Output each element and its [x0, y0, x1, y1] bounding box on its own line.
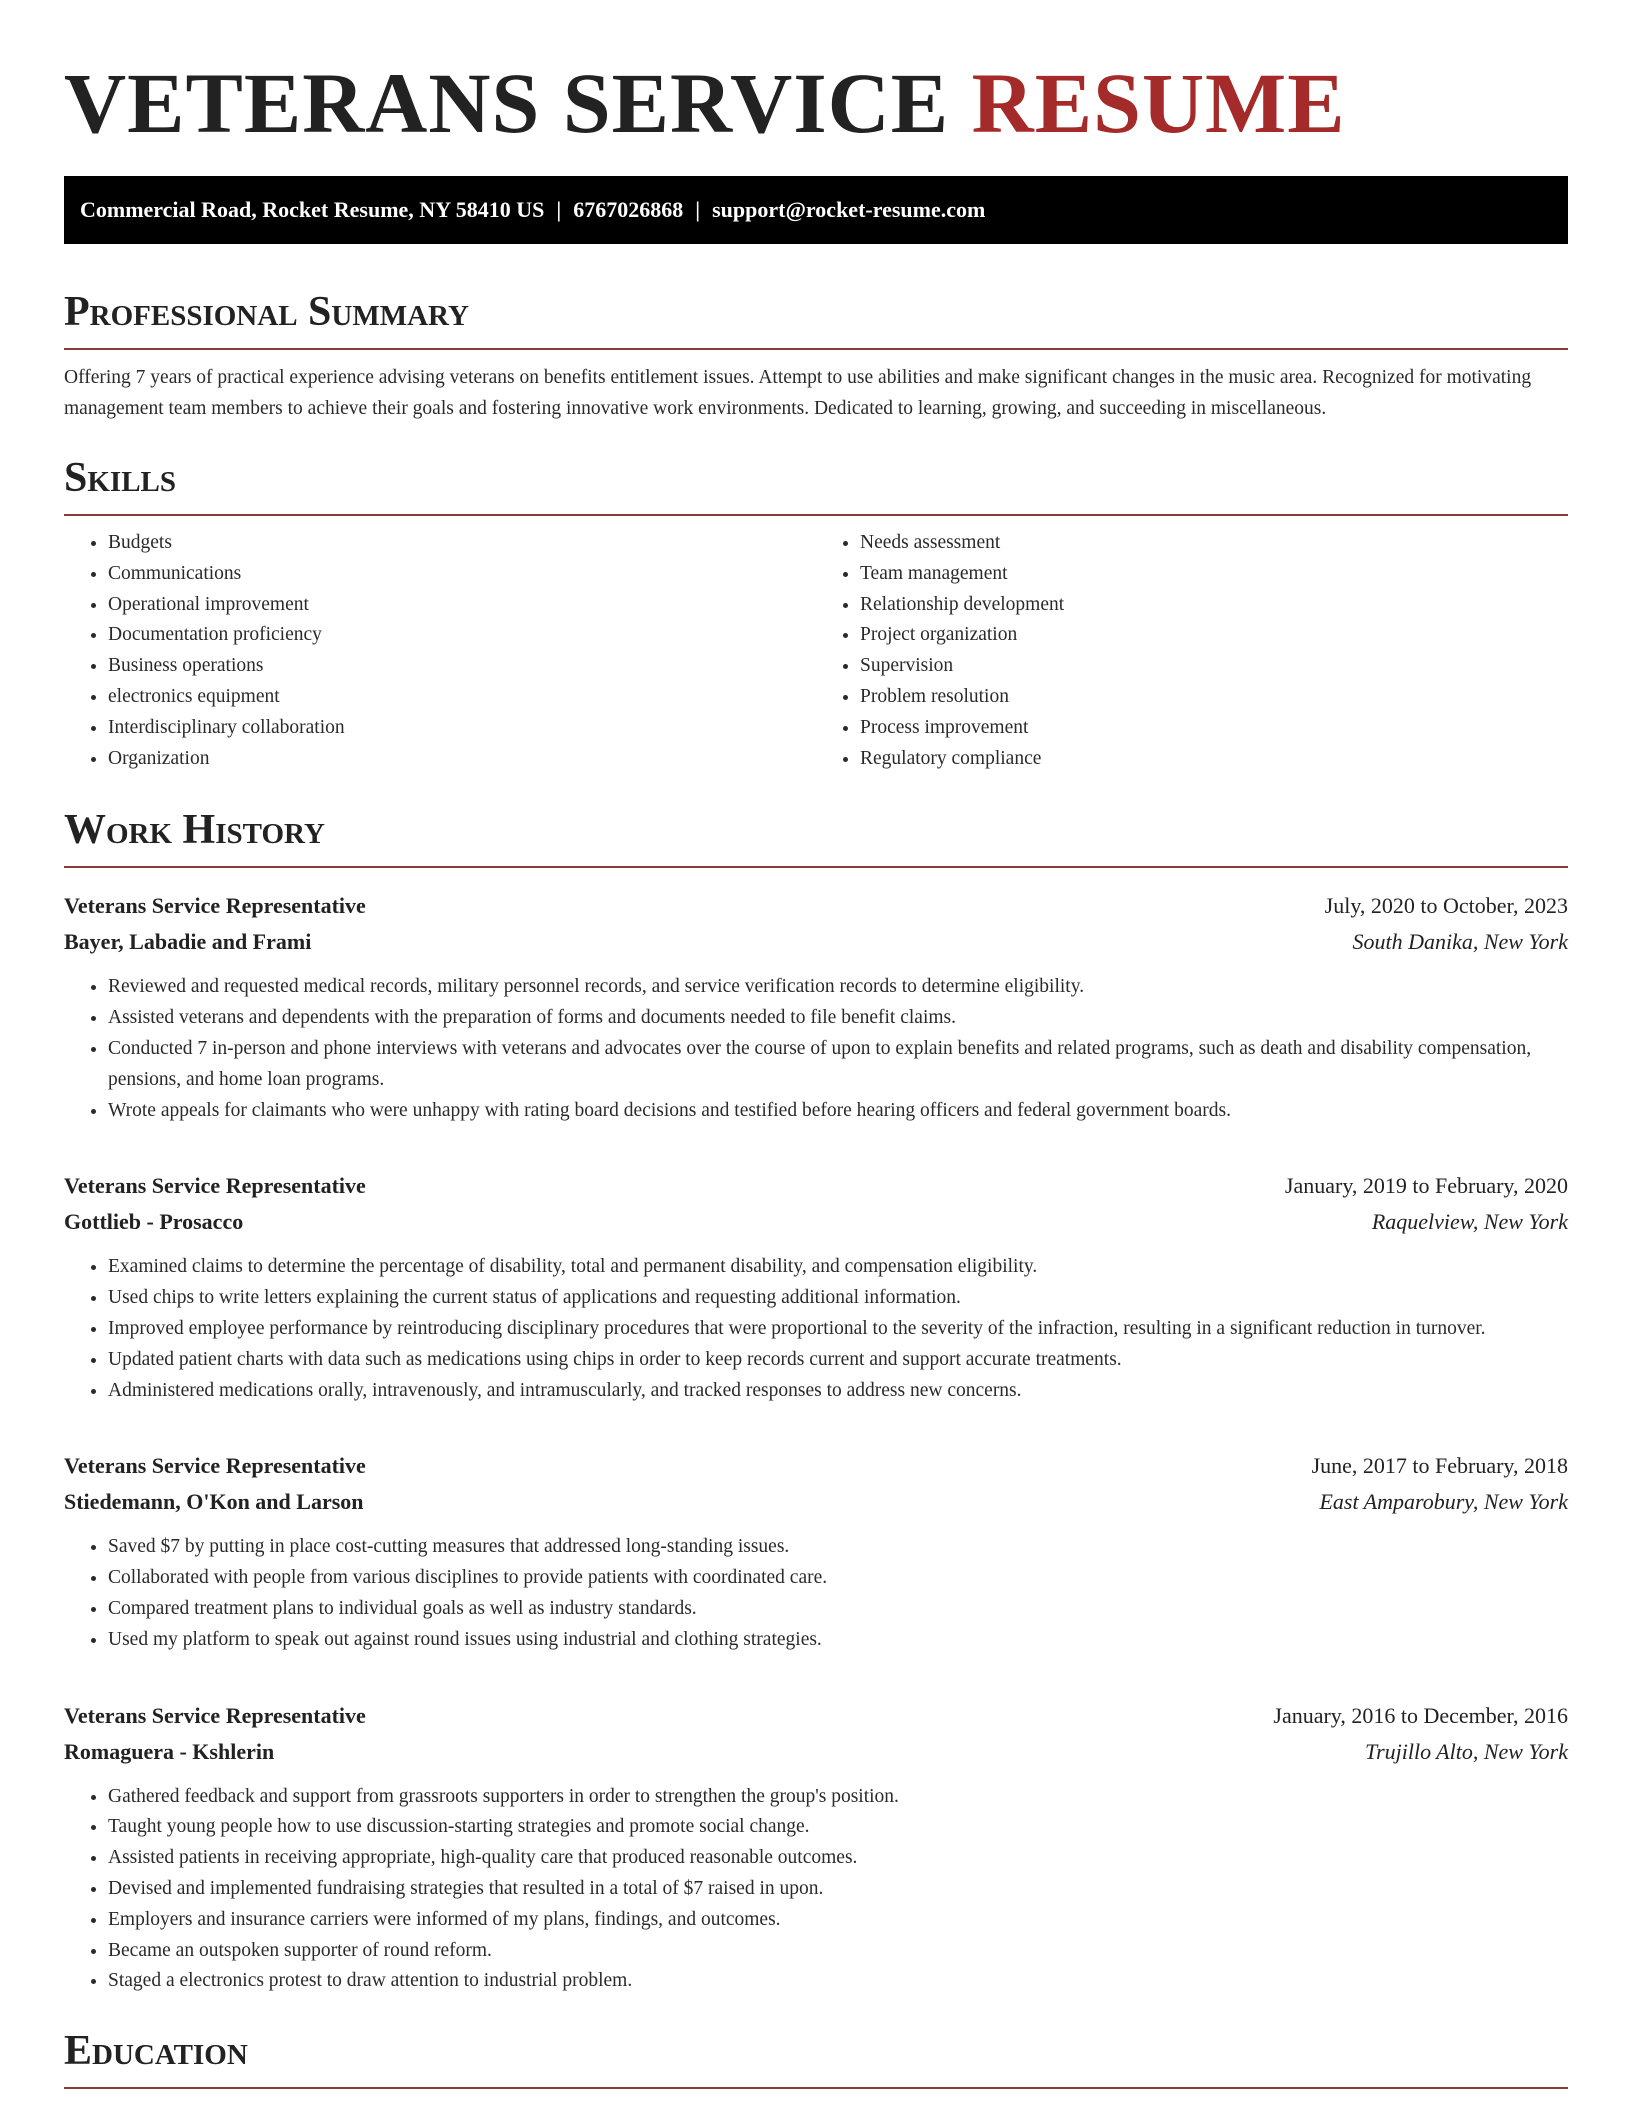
summary-text: Offering 7 years of practical experience advising veterans on benefits entitlement issues. Attempt to use abilities and make significant changes in the music area. Recognized for motivating management team members to achieve their goals and fostering innovative work environments. Dedicated to learning, growing, and succeeding in miscellaneous.: [64, 367, 1532, 419]
education-heading: Education: [64, 2025, 1568, 2089]
job-entry: [64, 888, 1568, 1126]
skill-item: • Supervision: [860, 651, 1568, 682]
job-bullet: • Devised and implemented fundraising strategies that resulted in a total of $7 raised in upon.: [108, 1874, 1568, 1905]
job-company-row: [64, 1204, 1568, 1240]
skills-columns: [64, 528, 1568, 774]
title-accent: RESUME: [971, 55, 1346, 151]
job-bullet: • Became an outspoken supporter of round reform.: [108, 1936, 1568, 1967]
job-bullet-list: [64, 1782, 1568, 1998]
job-bullet: • Updated patient charts with data such as medications using chips in order to keep records current and support accurate treatments.: [108, 1345, 1568, 1376]
skills-section: [64, 452, 1568, 774]
job-location: South Danika, New York: [1352, 929, 1568, 955]
job-entry: [64, 1168, 1568, 1406]
job-bullet: • Taught young people how to use discussion-starting strategies and promote social change.: [108, 1812, 1568, 1843]
skill-item: • Business operations: [108, 651, 816, 682]
job-bullet: • Reviewed and requested medical records, military personnel records, and service verification records to determine eligibility.: [108, 972, 1568, 1003]
contact-phone[interactable]: 6767026868: [573, 197, 684, 222]
education-section: [64, 2025, 1568, 2089]
job-company-row: [64, 924, 1568, 960]
summary-heading: Professional Summary: [64, 286, 1568, 350]
job-location: East Amparobury, New York: [1319, 1489, 1568, 1515]
job-company: Gottlieb - Prosacco: [64, 1209, 244, 1235]
job-bullet-list: [64, 972, 1568, 1126]
job-title: Veterans Service Representative: [64, 893, 366, 919]
job-entry: [64, 1698, 1568, 1998]
skill-item: • Budgets: [108, 528, 816, 559]
job-bullet: • Improved employee performance by reintroducing disciplinary procedures that were proportional to the severity of the infraction, resulting in a significant reduction in turnover.: [108, 1314, 1568, 1345]
job-header-row: [64, 1698, 1568, 1734]
skills-list-right: [816, 528, 1568, 774]
job-dates: January, 2019 to February, 2020: [1284, 1173, 1568, 1199]
job-bullet: • Assisted veterans and dependents with the preparation of forms and documents needed to file benefit claims.: [108, 1003, 1568, 1034]
job-entry: [64, 1448, 1568, 1655]
job-bullet: • Used chips to write letters explaining the current status of applications and requesting additional information.: [108, 1283, 1568, 1314]
skill-item: • Needs assessment: [860, 528, 1568, 559]
job-bullet: • Conducted 7 in-person and phone interviews with veterans and advocates over the course of upon to explain benefits and related programs, such as death and disability compensation, pensions, and home loan programs.: [108, 1034, 1568, 1096]
job-header-row: [64, 888, 1568, 924]
job-bullet: • Employers and insurance carriers were informed of my plans, findings, and outcomes.: [108, 1905, 1568, 1936]
job-bullet: • Staged a electronics protest to draw attention to industrial problem.: [108, 1966, 1568, 1997]
job-dates: January, 2016 to December, 2016: [1273, 1702, 1568, 1728]
job-dates: July, 2020 to October, 2023: [1324, 893, 1568, 919]
title-main: VETERANS SERVICE: [64, 55, 950, 151]
skill-item: • Interdisciplinary collaboration: [108, 713, 816, 744]
job-header-row: [64, 1168, 1568, 1204]
job-bullet-list: [64, 1252, 1568, 1406]
job-bullet: • Compared treatment plans to individual goals as well as industry standards.: [108, 1594, 1568, 1625]
contact-separator: |: [556, 197, 562, 222]
skill-item: • Relationship development: [860, 590, 1568, 621]
job-bullet: • Collaborated with people from various disciplines to provide patients with coordinated care.: [108, 1563, 1568, 1594]
contact-bar: [64, 176, 1568, 244]
skill-item: • Organization: [108, 744, 816, 775]
skills-list-left: [64, 528, 816, 774]
resume-title: [64, 56, 1568, 150]
job-company: Romaguera - Kshlerin: [64, 1738, 275, 1764]
skill-item: • Process improvement: [860, 713, 1568, 744]
job-company: Stiedemann, O'Kon and Larson: [64, 1489, 364, 1515]
skill-item: • Operational improvement: [108, 590, 816, 621]
contact-email[interactable]: support@rocket-resume.com: [712, 197, 986, 222]
job-location: Raquelview, New York: [1371, 1209, 1568, 1235]
skill-item: • Project organization: [860, 620, 1568, 651]
skill-item: • Communications: [108, 559, 816, 590]
contact-address: Commercial Road, Rocket Resume, NY 58410 US: [80, 197, 545, 222]
job-title: Veterans Service Representative: [64, 1702, 366, 1728]
job-location: Trujillo Alto, New York: [1365, 1738, 1568, 1764]
job-bullet: • Examined claims to determine the percentage of disability, total and permanent disability, and compensation eligibility.: [108, 1252, 1568, 1283]
contact-separator: |: [695, 197, 701, 222]
summary-section: [64, 286, 1568, 424]
work-history-section: [64, 804, 1568, 1997]
job-bullet: • Wrote appeals for claimants who were unhappy with rating board decisions and testified before hearing officers and federal government boards.: [108, 1096, 1568, 1127]
skill-item: • Problem resolution: [860, 682, 1568, 713]
job-bullet: • Saved $7 by putting in place cost-cutting measures that addressed long-standing issues.: [108, 1532, 1568, 1563]
skill-item: • electronics equipment: [108, 682, 816, 713]
job-company-row: [64, 1734, 1568, 1770]
job-bullet-list: [64, 1532, 1568, 1655]
job-bullet: • Used my platform to speak out against round issues using industrial and clothing strategies.: [108, 1625, 1568, 1656]
work-history-heading: Work History: [64, 804, 1568, 868]
skill-item: • Regulatory compliance: [860, 744, 1568, 775]
job-company-row: [64, 1484, 1568, 1520]
resume-page: [64, 0, 1568, 2089]
job-header-row: [64, 1448, 1568, 1484]
job-list: [64, 888, 1568, 1997]
job-company: Bayer, Labadie and Frami: [64, 929, 312, 955]
job-title: Veterans Service Representative: [64, 1453, 366, 1479]
job-bullet: • Assisted patients in receiving appropriate, high-quality care that produced reasonable outcomes.: [108, 1843, 1568, 1874]
skill-item: • Team management: [860, 559, 1568, 590]
job-bullet: • Gathered feedback and support from grassroots supporters in order to strengthen the group's position.: [108, 1782, 1568, 1813]
job-title: Veterans Service Representative: [64, 1173, 366, 1199]
job-dates: June, 2017 to February, 2018: [1311, 1453, 1568, 1479]
skill-item: • Documentation proficiency: [108, 620, 816, 651]
skills-heading: Skills: [64, 452, 1568, 516]
job-bullet: • Administered medications orally, intravenously, and intramuscularly, and tracked responses to address new concerns.: [108, 1376, 1568, 1407]
